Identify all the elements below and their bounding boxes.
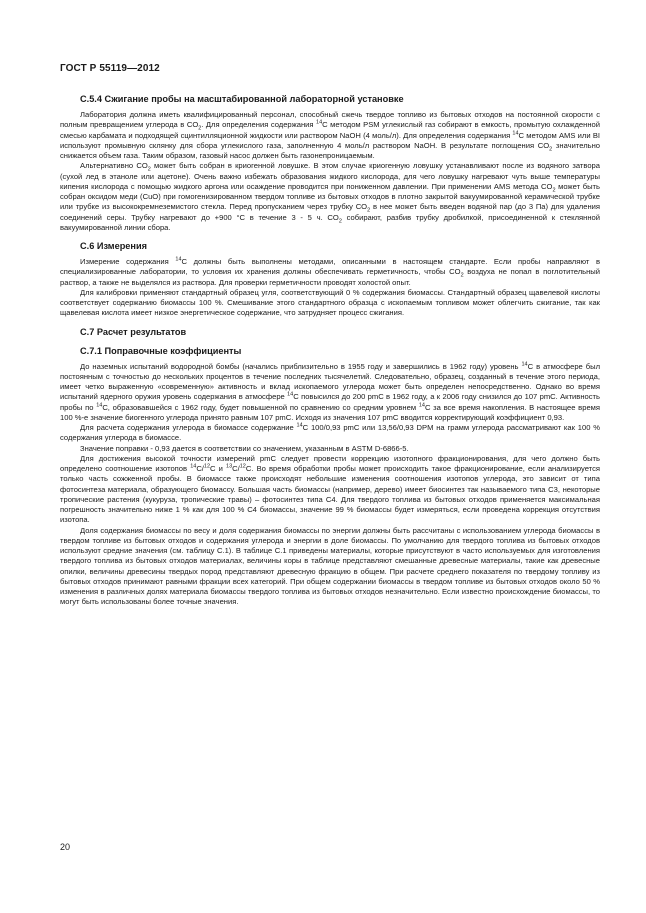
subscript-text: 2 <box>338 218 342 225</box>
text-run: Измерение содержания <box>80 257 176 266</box>
text-run: С 100/0,93 pmC или 13,56/0,93 DPM на грамм углерода рассматривают как 100 % содержания углерода в биомассе. <box>60 423 600 443</box>
text-run: в нее может быть введен водяной пар (до 3 Па) для удаления соединений серы. Трубку нагревают до +900 °С в течение 3 - 5 ч. CO <box>60 202 601 222</box>
text-run: С повысился до 200 pmC в 1962 году, а к 2006 году снизился до 107 pmC. Активность пробы по <box>60 392 600 412</box>
text-run: Для калибровки применяют стандартный образец угля, соответствующий 0 % содержания биомассы. Стандартный образец щавелевой кислоты соответствует содержанию биомассы 100 %. Смешивание этого стандартного образца с ископаемым топливом может облегчить сжигание, так как щавелевая кислота имеет низкое энергетическое содержание, что затрудняет процесс сжигания. <box>60 287 600 318</box>
text-run: С и <box>210 464 227 473</box>
section-heading: С.6 Измерения <box>80 241 147 251</box>
subscript-text: 2 <box>367 207 371 214</box>
supscript-text: 14 <box>175 256 182 263</box>
text-run: С должны быть выполнены методами, описанными в настоящем стандарте. Если пробы направляют в специализированные лаборатории, то условия их хранения должны обеспечивать герметичность, чтобы CO <box>60 257 600 277</box>
standard-header: ГОСТ Р 55119—2012 <box>60 63 160 74</box>
text-run: значительно снижается объем газа. Таким образом, газовый насос должен быть газонепроницаемым. <box>60 140 600 160</box>
body-paragraph <box>60 454 600 526</box>
document-body <box>60 93 600 608</box>
body-paragraph <box>60 288 600 319</box>
page-number: 20 <box>60 842 71 852</box>
text-run: Значение поправки - 0,93 дается в соответствии со значением, указанным в ASTM D-6866-5. <box>80 443 409 453</box>
supscript-text: 14 <box>296 422 303 429</box>
document-page <box>60 0 600 913</box>
subscript-text: 2 <box>549 146 553 153</box>
section-heading: С.7.1 Поправочные коэффициенты <box>80 345 242 356</box>
text-run: С. Во время обработки пробы может происходить такое фракционирование, если анализируется только часть сожженной пробы. В биомассе также происходят небольшие изменения соотношения изотопов углерода, это зависит от типа фотосинтеза материала, образующего биомассу. Большая часть биомассы (например, дерево) имеет биосинтез так называемого типа С3, некоторые тропические растения (кукуруза, тропические травы) – фотосинтез типа С4. Для твердого топлива из бытовых отходов применяется максимальная погрешность значительно ниже 1 % как для 100 % С4 биомассы, значение 99 % биомассы будет измеряться, если проведена коррекция отсутствия изотопа. <box>60 464 600 525</box>
supscript-text: 12 <box>203 463 211 470</box>
supscript-text: 14 <box>96 401 103 408</box>
text-run: До наземных испытаний водородной бомбы (начались приблизительно в 1955 году и завершились в 1962 году) уровень <box>80 361 522 371</box>
text-run: Доля содержания биомассы по весу и доля содержания биомассы по энергии должны быть рассчитаны с использованием углерода биомассы в твердом топливе из бытовых отходов и содержания углерода и энергии в доле биомассы. По умолчанию для твердого топлива из бытовых отходов используют средние значения (см. таблицу С.1). В таблице С.1 приведены материалы, которые присутствуют в часто используемых для изготовления твердого топлива из бытовых отходов материалах, величины коры в таблице представляют смешанные древесные материалы, такие как древесные опилки, величины древесины твердых пород представляют древесную фракцию в общем. При расчете среднего показателя по твердому топливу из бытовых отходов принимают равными фракции всех категорий. При общем содержании биомассы в твердом топливе из бытовых отходов около 50 % изменения в различных долях материала биомассы твердого топлива из бытовых отходов незначительно. Если известно происхождение биомассы, то могут быть использованы более точные значения. <box>60 525 600 607</box>
supscript-text: 14 <box>287 391 294 398</box>
supscript-text: 14 <box>316 119 323 126</box>
body-paragraph <box>60 362 600 424</box>
supscript-text: 14 <box>190 463 197 470</box>
text-run: может быть собран в криогенной ловушке. В этом случае криогенную ловушку устанавливают после из водяного затвора (сухой лед в этаноле или ацетоне). Очень важно избежать образования жидкого кислорода, для чего ловушку нагревают чуть выше температуры кипения кислорода с помощью жидкого аргона или осаждение проводится при пониженном давлении. При применении AMS метода CO <box>60 161 600 191</box>
text-run: С за все время накопления. В настоящее время 100 %-е значение биогенного углерода принято равным 107 pmC. Исходя из значения 107 pmC вводится корректирующий коэффициент 0,93. <box>60 402 600 422</box>
text-run: С в атмосфере был постоянным с точностью до нескольких процентов в течение последних тысячелетий. Следовательно, образец, созданный в течение этого периода, имеет четко выраженную «современную» активность и вклад ископаемого углерода может быть определен непосредственно. Однако во время испытаний ядерного оружия уровень содержания в атмосфере <box>60 361 601 402</box>
text-run: Для достижения высокой точности измерений pmC следует провести коррекцию изотопного фракционирования, для чего должно быть определено соотношение изотопов <box>60 453 600 473</box>
supscript-text: 13 <box>226 463 233 470</box>
text-run: С методом PSM углекислый газ собирают в емкость, промытую охлажденной смесью карбамата и подходящей сцинтилляционной жидкости или раствором NaOH (4 моль/л). Для определения содержания <box>60 120 601 140</box>
text-run: Альтернативно CO <box>80 161 148 171</box>
text-run: . Для определения содержания <box>201 120 317 130</box>
subscript-text: 2 <box>147 166 151 173</box>
section-heading: С.5.4 Сжигание пробы на масштабированной лабораторной установке <box>80 94 404 104</box>
section-heading: С.7 Расчет результатов <box>80 326 187 337</box>
text-run: Лаборатория должна иметь квалифицированный персонал, способный сжечь твердое топливо из бытовых отходов на постоянной скорости с полным превращением углерода в CO <box>60 110 600 130</box>
body-paragraph <box>60 257 600 288</box>
text-run: воздуха не попал в поглотительный раствор, а также не выделялся из раствора. Для проверки герметичности проводят холостой опыт. <box>60 267 600 287</box>
body-paragraph <box>60 110 600 161</box>
supscript-text: 12 <box>239 463 246 470</box>
text-run: С/ <box>232 464 240 473</box>
text-run: С/ <box>196 464 204 473</box>
body-paragraph <box>60 444 600 454</box>
body-paragraph <box>60 423 600 444</box>
body-paragraph <box>60 161 600 233</box>
text-run: С методом AMS или BI используют промывную склянку для сбора углекислого газа, заполненную 4 моль/л раствором NaOH. В результате поглощения CO <box>60 130 600 150</box>
text-run: С, образовавшейся с 1962 году, будет повышенной по сравнению со средним уровнем <box>102 402 419 412</box>
supscript-text: 14 <box>521 360 528 367</box>
subscript-text: 2 <box>198 125 202 132</box>
supscript-text: 14 <box>418 401 425 408</box>
text-run: может быть собран оксидом меди (CuO) при гомогенизированном твердом топливе из бытовых отходов в плотно закрытой вакуумированной керамической трубке или трубке из высококремнеземистого стекла. Перед пропусканием через трубку CO <box>60 181 600 212</box>
text-run: собирают, разбив трубку дробилкой, присоединенной к стеклянной вакуумированной линии сбора. <box>60 212 600 232</box>
body-paragraph <box>60 526 600 608</box>
text-run: Для расчета содержания углерода в биомассе содержание <box>80 423 297 432</box>
subscript-text: 2 <box>460 272 464 279</box>
supscript-text: 14 <box>512 129 519 136</box>
subscript-text: 2 <box>552 187 556 194</box>
